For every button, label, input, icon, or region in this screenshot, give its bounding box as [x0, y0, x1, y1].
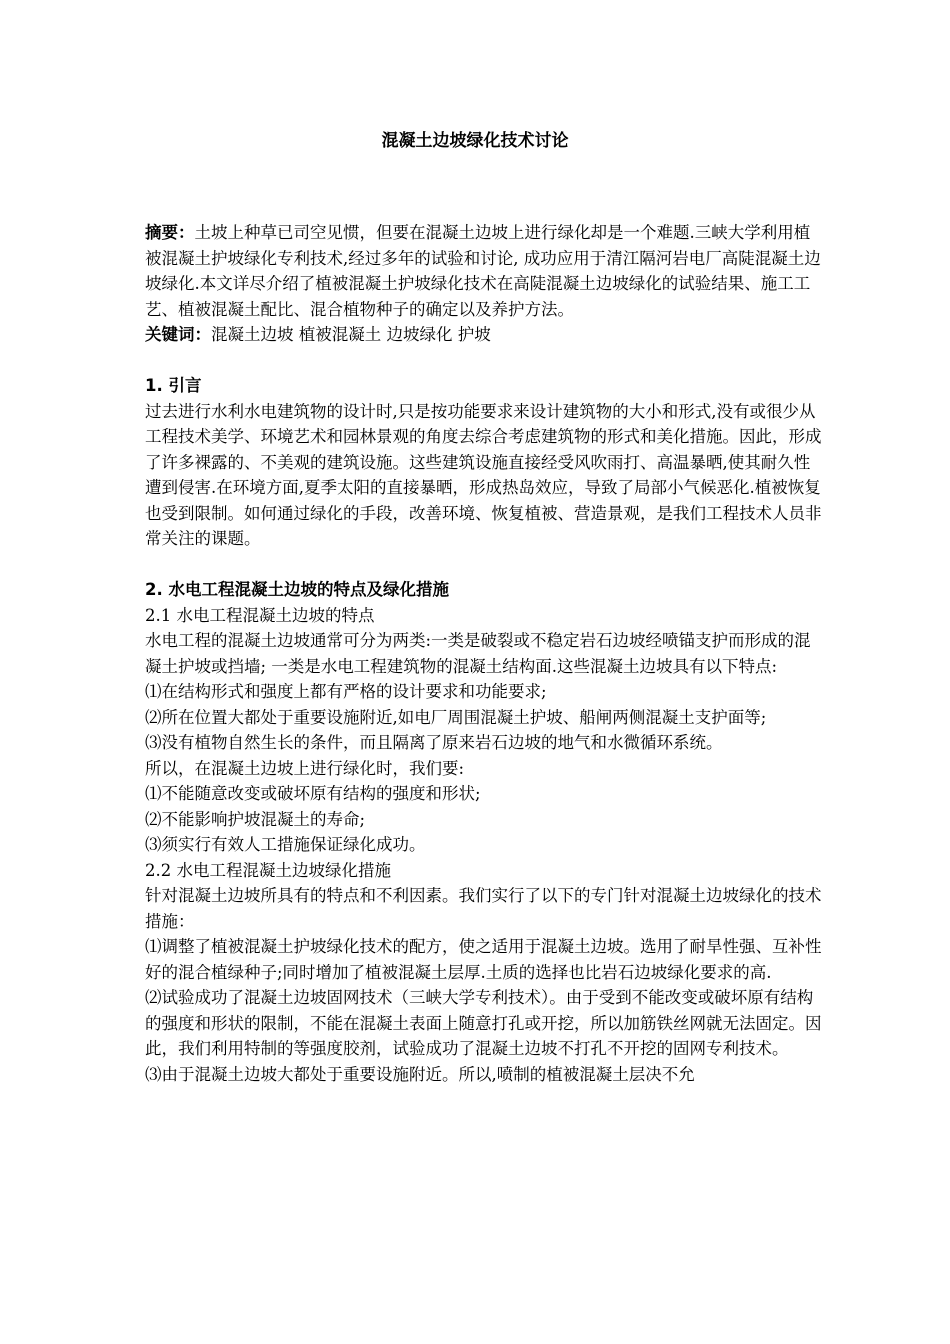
abstract-label: 摘要： — [145, 223, 195, 242]
section-2-heading: 2. 水电工程混凝土边坡的特点及绿化措施 — [145, 580, 449, 599]
list-item: ⑶由于混凝土边坡大都处于重要设施附近。所以,喷制的植被混凝土层决不允 — [145, 1064, 695, 1084]
spacer — [145, 552, 825, 578]
section-2-2-heading: 2.2 水电工程混凝土边坡绿化措施 — [145, 860, 391, 880]
section-1-heading: 1. 引言 — [145, 376, 202, 395]
list-item: ⑶须实行有效人工措施保证绿化成功。 — [145, 835, 426, 854]
section-2-1-text-2: 所以，在混凝土边坡上进行绿化时，我们要: — [145, 758, 465, 778]
abstract-text: 土坡上种草已司空见惯，但要在混凝土边坡上进行绿化却是一个难题.三峡大学利用植被混凝土护坡绿化专利技术,经过多年的试验和讨论, 成功应用于清江隔河岩电厂高陡混凝土边坡绿化.本文详尽介绍了植被混凝土护坡绿化技术在高陡混凝土边坡绿化的试验结果、施工工艺、植被混凝土配比、混合植物种子的确定以及养护方法。 — [145, 223, 821, 319]
keywords-paragraph — [145, 322, 825, 348]
section-2-1-heading: 2.1 水电工程混凝土边坡的特点 — [145, 605, 375, 625]
list-item: ⑴调整了植被混凝土护坡绿化技术的配方，使之适用于混凝土边坡。选用了耐旱性强、互补性好的混合植绿种子;同时增加了植被混凝土层厚.土质的选择也比岩石边坡绿化要求的高. — [145, 937, 822, 982]
section-2-2-text: 针对混凝土边坡所具有的特点和不利因素。我们实行了以下的专门针对混凝土边坡绿化的技术措施： — [145, 886, 822, 931]
abstract-paragraph — [145, 220, 825, 322]
list-item: ⑶没有植物自然生长的条件，而且隔离了原来岩石边坡的地气和水微循环系统。 — [145, 733, 723, 752]
document-body — [145, 220, 825, 1087]
keywords-text: 混凝土边坡 植被混凝土 边坡绿化 护坡 — [211, 325, 491, 344]
list-item: ⑵不能影响护坡混凝土的寿命; — [145, 809, 366, 829]
list-item: ⑴不能随意改变或破坏原有结构的强度和形状; — [145, 784, 481, 803]
spacer — [145, 348, 825, 374]
keywords-label: 关键词： — [145, 325, 211, 344]
list-item: ⑴在结构形式和强度上都有严格的设计要求和功能要求; — [145, 682, 547, 701]
list-item: ⑵试验成功了混凝土边坡固网技术（三峡大学专利技术）。由于受到不能改变或破坏原有结构的强度和形状的限制，不能在混凝土表面上随意打孔或开挖，所以加筋铁丝网就无法固定。因此，我们利用特制的等强度胶剂，试验成功了混凝土边坡不打孔不开挖的固网专利技术。 — [145, 988, 822, 1058]
section-1-text: 过去进行水利水电建筑物的设计时,只是按功能要求来设计建筑物的大小和形式,没有或很少从工程技术美学、环境艺术和园林景观的角度去综合考虑建筑物的形式和美化措施。因此，形成了许多裸露的、不美观的建筑设施。这些建筑设施直接经受风吹雨打、高温暴晒,使其耐久性遭到侵害.在环境方面,夏季太阳的直接暴晒，形成热岛效应，导致了局部小气候恶化.植被恢复也受到限制。如何通过绿化的手段，改善环境、恢复植被、营造景观，是我们工程技术人员非常关注的课题。 — [145, 401, 822, 548]
section-2-1-text: 水电工程的混凝土边坡通常可分为两类:一类是破裂或不稳定岩石边坡经喷锚支护而形成的混凝土护坡或挡墙; 一类是水电工程建筑物的混凝土结构面.这些混凝土边坡具有以下特点: — [145, 631, 811, 676]
document-title: 混凝土边坡绿化技术讨论 — [381, 131, 569, 151]
list-item: ⑵所在位置大都处于重要设施附近,如电厂周围混凝土护坡、船闸两侧混凝土支护面等; — [145, 707, 767, 727]
